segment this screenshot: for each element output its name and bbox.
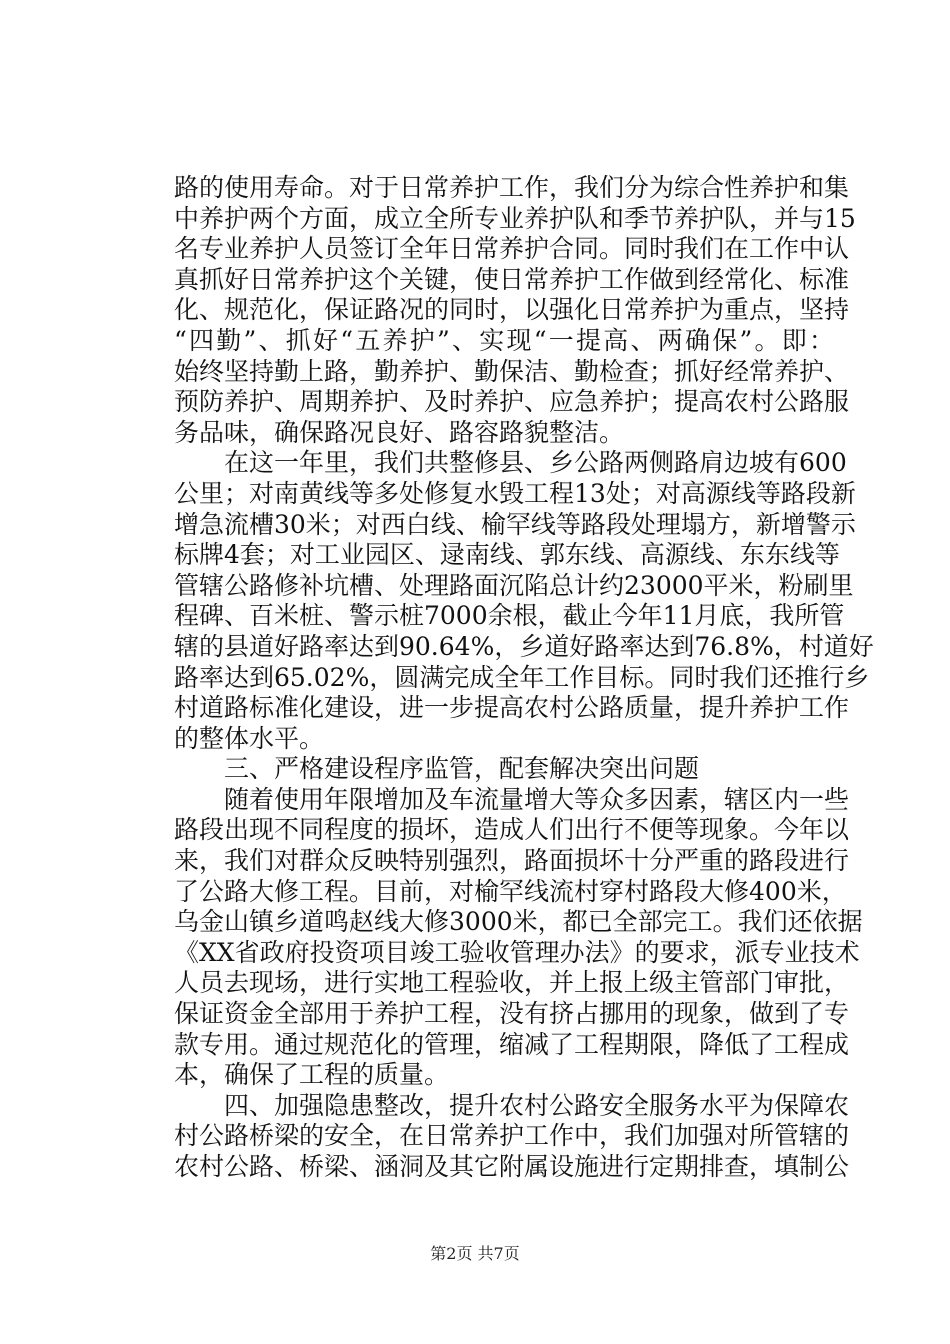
text-line: 乌金山镇乡道鸣赵线大修3000米，都已全部完工。我们还依据 — [174, 907, 863, 937]
text-line: 路段出现不同程度的损坏，造成人们出行不便等现象。今年以 — [174, 815, 850, 845]
text-line: 化、规范化，保证路况的同时，以强化日常养护为重点，坚持 — [174, 295, 850, 325]
text-line: 人员去现场，进行实地工程验收，并上报上级主管部门审批， — [174, 968, 850, 998]
text-line: 随着使用年限增加及车流量增大等众多因素，辖区内一些 — [174, 784, 850, 814]
text-line: 农村公路、桥梁、涵洞及其它附属设施进行定期排查，填制公 — [174, 1152, 850, 1181]
text-line: 标牌4套；对工业园区、逯南线、郭东线、高源线、东东线等 — [174, 540, 840, 570]
text-line: 辖的县道好路率达到90.64%，乡道好路率达到76.8%，村道好 — [174, 631, 874, 661]
text-line: 名专业养护人员签订全年日常养护合同。同时我们在工作中认 — [174, 234, 850, 264]
text-line: 本，确保了工程的质量。 — [174, 1060, 450, 1090]
text-line: 程碑、百米桩、警示桩7000余根，截止今年11月底，我所管 — [174, 601, 845, 631]
text-line: 始终坚持勤上路，勤养护、勤保洁、勤检查；抓好经常养护、 — [174, 356, 850, 386]
text-line: 路率达到65.02%，圆满完成全年工作目标。同时我们还推行乡 — [174, 662, 870, 692]
text-line: 四、加强隐患整改，提升农村公路安全服务水平为保障农 — [174, 1090, 850, 1120]
text-line: 真抓好日常养护这个关键，使日常养护工作做到经常化、标准 — [174, 264, 850, 294]
text-line: 增急流槽30米；对西白线、榆罕线等路段处理塌方，新增警示 — [174, 509, 856, 539]
text-line: 务品味，确保路况良好、路容路貌整洁。 — [174, 417, 625, 447]
text-line: 了公路大修工程。目前，对榆罕线流村穿村路段大修400米， — [174, 876, 847, 906]
body-text — [174, 173, 874, 1183]
text-line: “四勤”、抓好“五养护”、实现“一提高、两确保”。即： — [174, 325, 834, 355]
text-line: 村公路桥梁的安全，在日常养护工作中，我们加强对所管辖的 — [174, 1121, 850, 1151]
text-line: 款专用。通过规范化的管理，缩减了工程期限，降低了工程成 — [174, 1029, 850, 1059]
text-line: 公里；对南黄线等多处修复水毁工程13处；对高源线等路段新 — [174, 478, 856, 508]
text-line: 来，我们对群众反映特别强烈，路面损坏十分严重的路段进行 — [174, 846, 850, 876]
text-line: 村道路标准化建设，进一步提高农村公路质量，提升养护工作 — [174, 693, 850, 723]
text-line: 管辖公路修补坑槽、处理路面沉陷总计约23000平米，粉刷里 — [174, 570, 854, 600]
text-line: 保证资金全部用于养护工程，没有挤占挪用的现象，做到了专 — [174, 999, 850, 1029]
text-line: 中养护两个方面，成立全所专业养护队和季节养护队，并与15 — [174, 203, 856, 233]
text-line: 的整体水平。 — [174, 723, 325, 753]
text-line: 在这一年里，我们共整修县、乡公路两侧路肩边坡有600 — [174, 448, 847, 478]
page-footer: 第2页 共7页 — [430, 1244, 520, 1263]
text-line: 三、严格建设程序监管，配套解决突出问题 — [174, 754, 700, 784]
text-line: 预防养护、周期养护、及时养护、应急养护；提高农村公路服 — [174, 387, 850, 417]
text-line: 路的使用寿命。对于日常养护工作，我们分为综合性养护和集 — [174, 173, 850, 202]
text-line: 《XX省政府投资项目竣工验收管理办法》的要求，派专业技术 — [174, 937, 860, 967]
